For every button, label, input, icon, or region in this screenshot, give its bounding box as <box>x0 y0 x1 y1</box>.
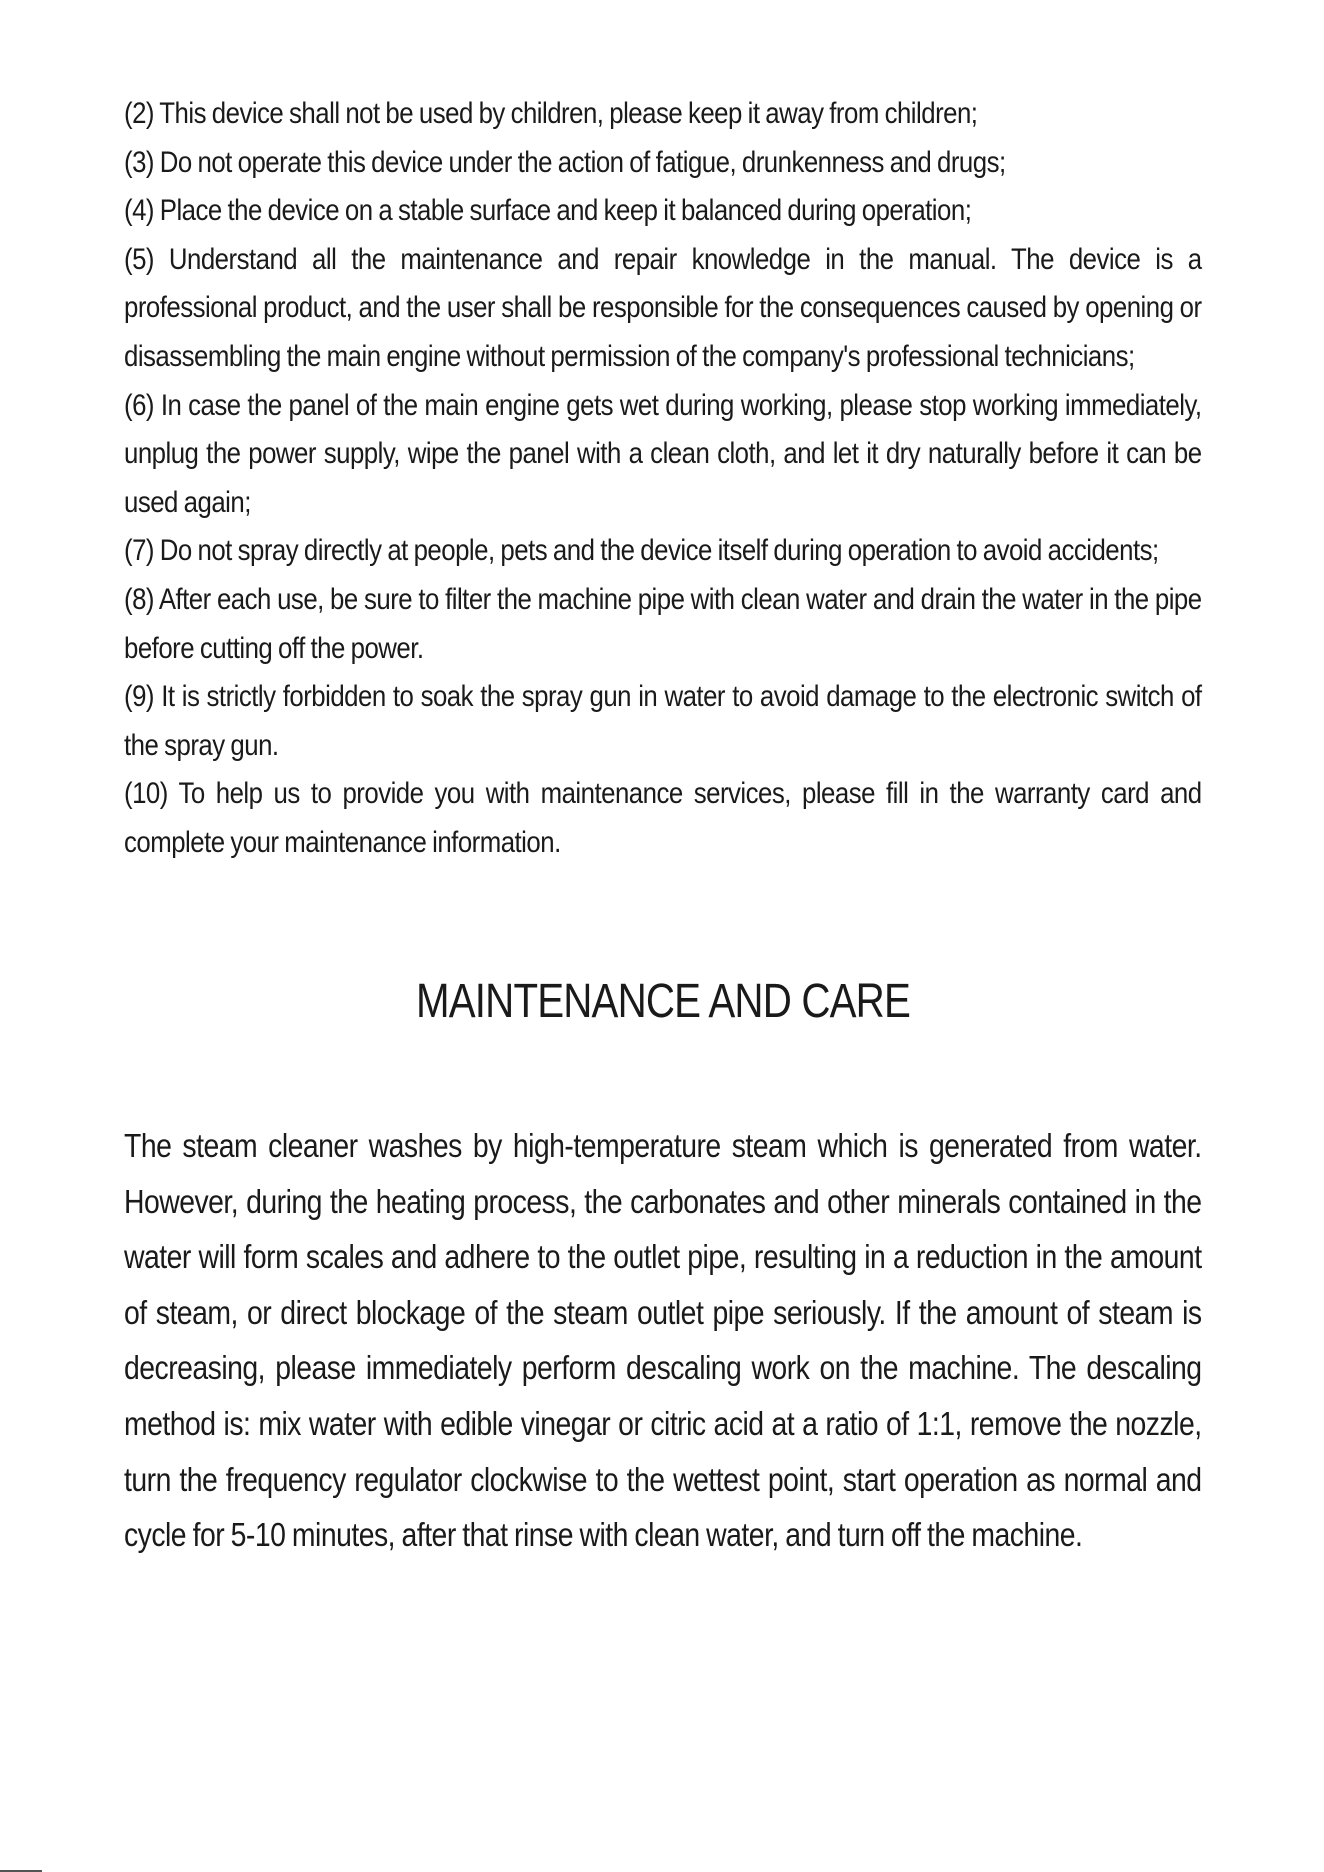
rule-item-6: (6) In case the panel of the main engine gets wet during working, please stop working immediately, unplug the power supply, wipe the panel with a clean cloth, and let it dry naturally before it can be used again; <box>124 388 1202 519</box>
rule-item-2: (2) This device shall not be used by children, please keep it away from children; <box>124 97 978 130</box>
rule-item-10: (10) To help us to provide you with maintenance services, please fill in the warranty card and complete your maintenance information. <box>124 777 1202 859</box>
maintenance-heading: MAINTENANCE AND CARE <box>416 975 910 1028</box>
manual-page <box>124 90 1202 1554</box>
rule-item-7: (7) Do not spray directly at people, pets and the device itself during operation to avoid accidents; <box>124 534 1159 568</box>
rule-item-5: (5) Understand all the maintenance and repair knowledge in the manual. The device is a professional product, and the user shall be responsible for the consequences caused by opening or disassembling the main engine without permission of the company's professional technicians; <box>124 242 1202 373</box>
rule-item-8: (8) After each use, be sure to filter the machine pipe with clean water and drain the water in the pipe before cutting off the power. <box>124 582 1202 665</box>
rule-item-3: (3) Do not operate this device under the action of fatigue, drunkenness and drugs; <box>124 145 1006 179</box>
rule-item-4: (4) Place the device on a stable surface and keep it balanced during operation; <box>124 194 972 228</box>
maintenance-paragraph: The steam cleaner washes by high-temperature steam which is generated from water. However, during the heating process, the carbonates and other minerals contained in the water will form scales and adhere to the outlet pipe, resulting in a reduction in the amount of steam, or direct blockage of the steam outlet pipe seriously. If the amount of steam is decreasing, please immediately perform descaling work on the machine. The descaling method is: mix water with edible vinegar or citric acid at a ratio of 1:1, remove the nozzle, turn the frequency regulator clockwise to the wettest point, start operation as normal and cycle for 5-10 minutes, after that rinse with clean water, and turn off the machine. <box>124 1127 1202 1554</box>
safety-rules-list <box>124 90 1202 868</box>
rule-item-9: (9) It is strictly forbidden to soak the spray gun in water to avoid damage to the electronic switch of the spray gun. <box>124 680 1202 762</box>
